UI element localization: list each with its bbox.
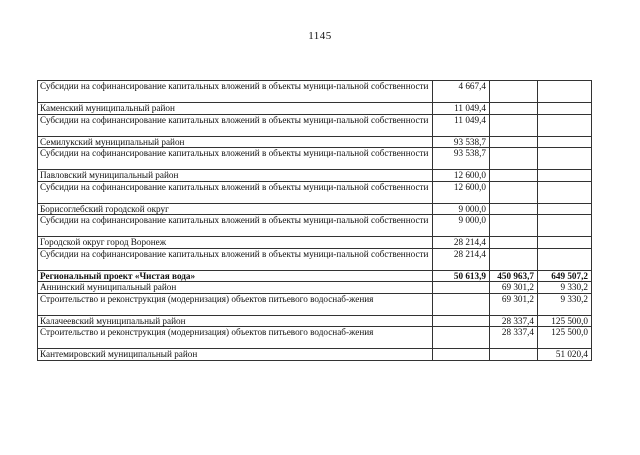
value-col1-cell: 50 613,9: [433, 270, 490, 282]
value-col1-cell: 9 000,0: [433, 215, 490, 237]
row-name-cell: Субсидии на софинансирование капитальных вложений в объекты муници-пальной собственности: [38, 114, 433, 136]
value-col3-cell: 51 020,4: [538, 349, 592, 361]
table-row: [38, 282, 592, 294]
value-col2-cell: [490, 148, 538, 170]
value-col1-cell: 12 600,0: [433, 181, 490, 203]
value-col2-cell: [490, 215, 538, 237]
value-col2-cell: [490, 237, 538, 249]
row-name-cell: Семилукский муниципальный район: [38, 136, 433, 148]
table-row: [38, 237, 592, 249]
table-row: [38, 103, 592, 115]
value-col2-cell: [490, 248, 538, 270]
row-name-cell: Строительство и реконструкция (модернизация) объектов питьевого водоснаб-жения: [38, 327, 433, 349]
value-col2-cell: 28 337,4: [490, 327, 538, 349]
table-row: [38, 215, 592, 237]
value-col1-cell: 12 600,0: [433, 170, 490, 182]
table-row: [38, 327, 592, 349]
value-col1-cell: 4 667,4: [433, 81, 490, 103]
value-col3-cell: [538, 114, 592, 136]
page-number: 1145: [308, 30, 332, 42]
row-name-cell: Субсидии на софинансирование капитальных вложений в объекты муници-пальной собственности: [38, 248, 433, 270]
value-col3-cell: [538, 181, 592, 203]
value-col1-cell: 93 538,7: [433, 148, 490, 170]
row-name-cell: Субсидии на софинансирование капитальных вложений в объекты муници-пальной собственности: [38, 215, 433, 237]
value-col3-cell: 649 507,2: [538, 270, 592, 282]
table-row: [38, 81, 592, 103]
row-name-cell: Субсидии на софинансирование капитальных вложений в объекты муници-пальной собственности: [38, 148, 433, 170]
value-col2-cell: 69 301,2: [490, 282, 538, 294]
value-col3-cell: [538, 170, 592, 182]
row-name-cell: Каменский муниципальный район: [38, 103, 433, 115]
row-name-cell: Региональный проект «Чистая вода»: [38, 270, 433, 282]
value-col3-cell: [538, 237, 592, 249]
row-name-cell: Борисоглебский городской округ: [38, 203, 433, 215]
value-col3-cell: 9 330,2: [538, 293, 592, 315]
value-col3-cell: [538, 215, 592, 237]
value-col2-cell: 450 963,7: [490, 270, 538, 282]
value-col1-cell: 9 000,0: [433, 203, 490, 215]
value-col1-cell: 28 214,4: [433, 248, 490, 270]
table-row: [38, 248, 592, 270]
table-row: [38, 136, 592, 148]
table-row: [38, 349, 592, 361]
table-row: [38, 203, 592, 215]
value-col3-cell: 9 330,2: [538, 282, 592, 294]
row-name-cell: Городской округ город Воронеж: [38, 237, 433, 249]
row-name-cell: Субсидии на софинансирование капитальных вложений в объекты муници-пальной собственности: [38, 81, 433, 103]
row-name-cell: Калачеевский муниципальный район: [38, 315, 433, 327]
value-col2-cell: [490, 349, 538, 361]
row-name-cell: Кантемировский муниципальный район: [38, 349, 433, 361]
value-col2-cell: 69 301,2: [490, 293, 538, 315]
value-col3-cell: 125 500,0: [538, 327, 592, 349]
value-col3-cell: [538, 136, 592, 148]
value-col1-cell: 11 049,4: [433, 114, 490, 136]
value-col1-cell: 11 049,4: [433, 103, 490, 115]
value-col1-cell: [433, 349, 490, 361]
value-col3-cell: [538, 248, 592, 270]
value-col2-cell: [490, 114, 538, 136]
value-col2-cell: [490, 136, 538, 148]
table-row: [38, 293, 592, 315]
table-row: [38, 148, 592, 170]
row-name-cell: Павловский муниципальный район: [38, 170, 433, 182]
table-row: [38, 114, 592, 136]
value-col2-cell: [490, 170, 538, 182]
value-col2-cell: [490, 203, 538, 215]
value-col1-cell: [433, 327, 490, 349]
value-col2-cell: [490, 181, 538, 203]
value-col1-cell: [433, 315, 490, 327]
value-col2-cell: [490, 81, 538, 103]
value-col1-cell: 28 214,4: [433, 237, 490, 249]
value-col3-cell: [538, 148, 592, 170]
table-row: [38, 170, 592, 182]
row-name-cell: Субсидии на софинансирование капитальных вложений в объекты муници-пальной собственности: [38, 181, 433, 203]
value-col3-cell: [538, 203, 592, 215]
table-row: [38, 270, 592, 282]
value-col2-cell: 28 337,4: [490, 315, 538, 327]
budget-table: [37, 80, 592, 361]
value-col1-cell: [433, 282, 490, 294]
table-body: [38, 81, 592, 361]
value-col2-cell: [490, 103, 538, 115]
row-name-cell: Аннинский муниципальный район: [38, 282, 433, 294]
row-name-cell: Строительство и реконструкция (модернизация) объектов питьевого водоснаб-жения: [38, 293, 433, 315]
value-col1-cell: 93 538,7: [433, 136, 490, 148]
value-col3-cell: [538, 103, 592, 115]
value-col3-cell: 125 500,0: [538, 315, 592, 327]
value-col3-cell: [538, 81, 592, 103]
value-col1-cell: [433, 293, 490, 315]
table-row: [38, 181, 592, 203]
table-row: [38, 315, 592, 327]
